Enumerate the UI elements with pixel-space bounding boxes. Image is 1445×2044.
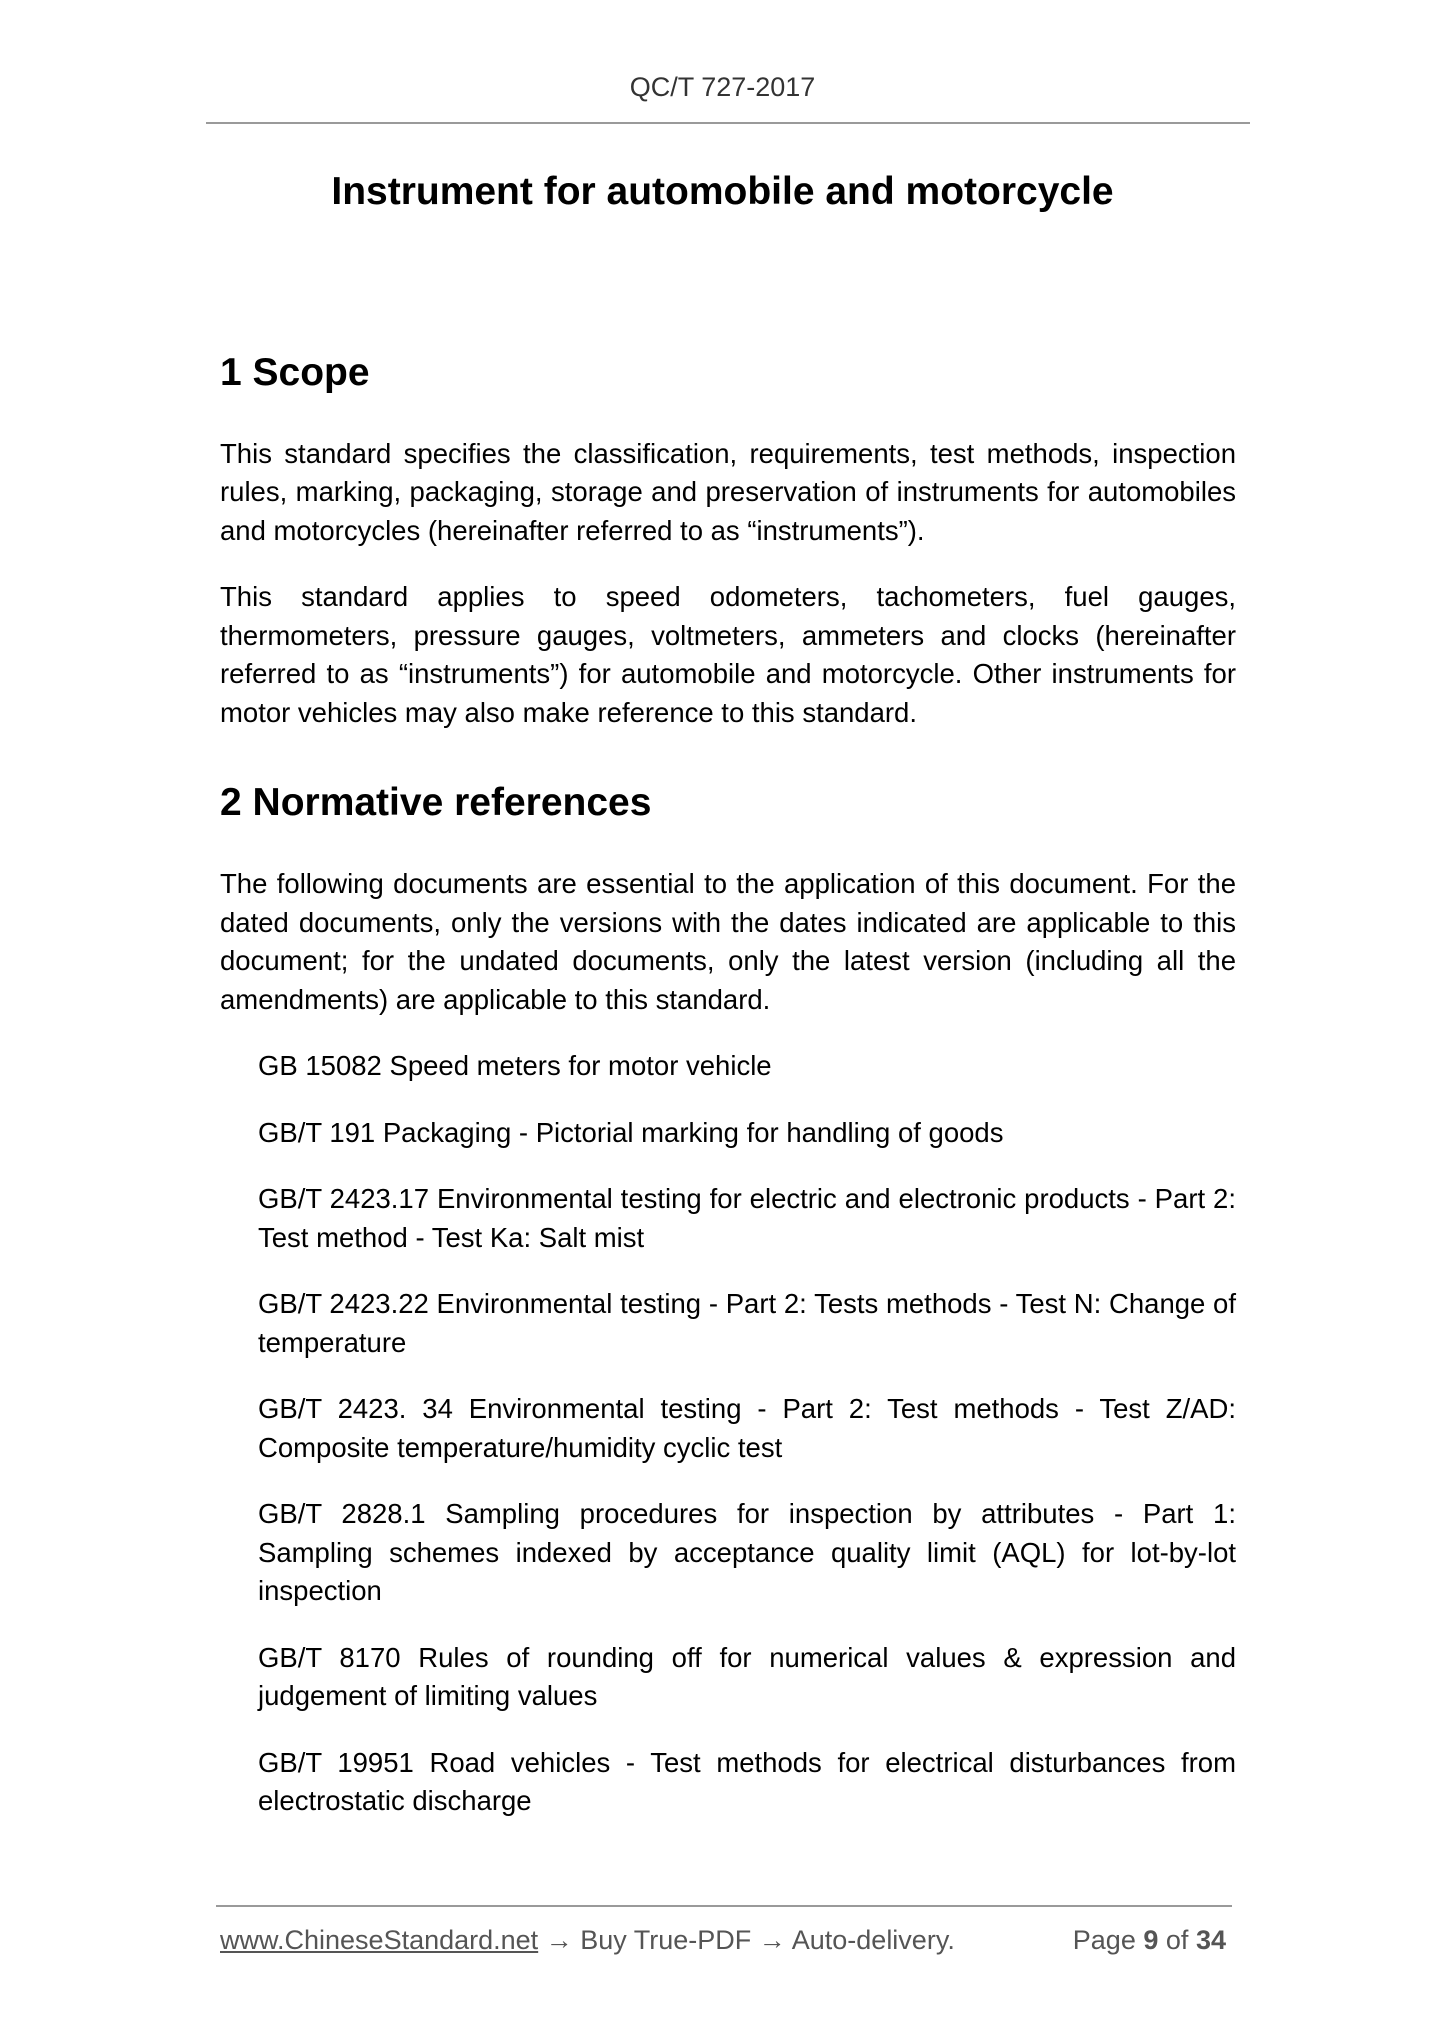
reference-list (220, 1047, 1236, 1821)
section-heading-normative-references: 2 Normative references (220, 781, 652, 825)
normative-intro-paragraph: The following documents are essential to the application of this document. For the dated documents, only the versions with the dates indicated are applicable to this document; for the undated documents, only the latest version (including all the amendments) are applicable to this standard. (220, 868, 1236, 1015)
footer-promo-text: → Buy True-PDF → Auto-delivery. (538, 1925, 955, 1955)
reference-item: GB 15082 Speed meters for motor vehicle (258, 1050, 772, 1082)
page-of-label: of (1165, 1925, 1189, 1955)
document-title: Instrument for automobile and motorcycle (331, 170, 1114, 213)
scope-paragraph-2: This standard applies to speed odometers, tachometers, fuel gauges, thermometers, pressure gauges, voltmeters, ammeters and clocks (hereinafter referred to as “instruments”) for automobile and motorcycle. Other instruments for motor vehicles may also make reference to this standard. (220, 581, 1236, 728)
page-current: 9 (1143, 1925, 1159, 1955)
reference-item: GB/T 19951 Road vehicles - Test methods for electrical disturbances from electrostatic discharge (258, 1746, 1236, 1817)
reference-item: GB/T 2423.17 Environmental testing for electric and electronic products - Part 2: Test method - Test Ka: Salt mist (258, 1183, 1236, 1253)
website-link[interactable]: www.ChineseStandard.net (220, 1925, 539, 1955)
reference-item: GB/T 8170 Rules of rounding off for numerical values & expression and judgement of limiting values (258, 1641, 1236, 1712)
reference-item: GB/T 2423. 34 Environmental testing - Part 2: Test methods - Test Z/AD: Composite temperature/humidity cyclic test (258, 1393, 1236, 1463)
page-number (1073, 1925, 1226, 1956)
page-footer (220, 1925, 1226, 1956)
reference-item: GB/T 2828.1 Sampling procedures for inspection by attributes - Part 1: Sampling schemes indexed by acceptance quality limit (AQL) for lot-by-lot inspection (258, 1498, 1236, 1607)
header-standard-code: QC/T 727-2017 (629, 72, 816, 102)
page-label: Page (1072, 1925, 1136, 1955)
reference-item: GB/T 191 Packaging - Pictorial marking for handling of goods (258, 1116, 1004, 1148)
header-divider (206, 122, 1250, 124)
scope-paragraph-1: This standard specifies the classification, requirements, test methods, inspection rules, marking, packaging, storage and preservation of instruments for automobiles and motorcycles (hereinafter referred to as “instruments”). (220, 437, 1236, 546)
section-heading-scope: 1 Scope (220, 351, 370, 394)
footer-divider (216, 1905, 1232, 1907)
page-total: 34 (1195, 1925, 1226, 1955)
document-body (220, 350, 1236, 1849)
reference-item: GB/T 2423.22 Environmental testing - Part 2: Tests methods - Test N: Change of temperature (258, 1288, 1236, 1358)
